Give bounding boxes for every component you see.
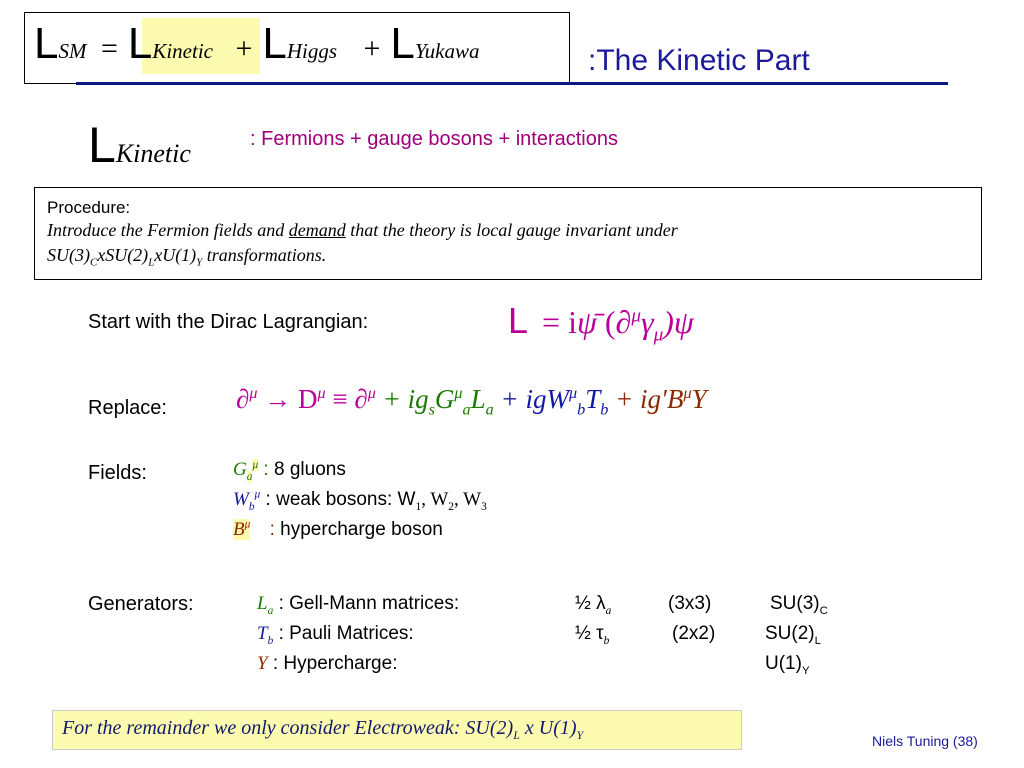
equiv-partial: ≡ ∂ bbox=[325, 384, 368, 414]
g-symbol: G bbox=[233, 459, 247, 480]
title-underline bbox=[76, 82, 948, 85]
gluon-description: 8 gluons bbox=[274, 459, 346, 480]
generator-name: : Gell-Mann matrices: bbox=[278, 593, 460, 614]
mu-superscript: μ bbox=[249, 384, 258, 402]
a-subscript: a bbox=[485, 400, 494, 419]
footer-text-part: For the remainder we only consider Electroweak: SU(2) bbox=[62, 717, 514, 739]
l-subscript: L bbox=[513, 728, 520, 742]
fields-label: Fields: bbox=[88, 462, 147, 484]
l-kinetic-subscript: Kinetic bbox=[115, 139, 191, 168]
hypercharge-description: hypercharge boson bbox=[280, 519, 443, 540]
su2-group: xSU(2) bbox=[97, 245, 149, 265]
l-higgs-subscript: Higgs bbox=[286, 39, 338, 63]
generator-dim-gellmann: (3x3) bbox=[668, 593, 712, 614]
replace-label: Replace: bbox=[88, 397, 167, 419]
y-symbol: Y bbox=[257, 653, 268, 674]
generator-group-su3 bbox=[770, 593, 828, 615]
plus-sign: + bbox=[235, 32, 253, 65]
psi-bar: ψ̄ bbox=[576, 304, 597, 340]
equals-i: = i bbox=[542, 304, 577, 340]
group-name: SU(2) bbox=[765, 623, 815, 644]
procedure-demand-word: demand bbox=[288, 220, 346, 240]
author-page-number: Niels Tuning (38) bbox=[872, 733, 978, 749]
l-kinetic-subscript: Kinetic bbox=[152, 39, 213, 63]
generator-row-hypercharge bbox=[257, 653, 397, 675]
group-subscript: C bbox=[819, 604, 828, 617]
w-boson-symbol bbox=[233, 488, 261, 513]
procedure-label: Procedure: bbox=[47, 198, 131, 217]
gamma-symbol: γ bbox=[640, 304, 654, 340]
generator-row-gellmann bbox=[257, 593, 459, 615]
gluon-symbol bbox=[233, 458, 259, 483]
strong-term bbox=[375, 384, 494, 419]
mu-superscript: μ bbox=[252, 458, 259, 471]
procedure-text bbox=[47, 218, 969, 268]
a-subscript: a bbox=[462, 400, 471, 419]
w2-subscript: 2 bbox=[448, 500, 454, 513]
electroweak-note bbox=[62, 717, 583, 740]
mu-superscript: μ bbox=[367, 384, 376, 402]
generator-name: : Hypercharge: bbox=[272, 653, 398, 674]
generator-row-pauli bbox=[257, 623, 414, 645]
half-tau: ½ τ bbox=[575, 623, 604, 644]
w3-symbol: , W bbox=[454, 489, 482, 510]
u1-subscript: Y bbox=[196, 256, 203, 269]
b-subscript: b bbox=[600, 400, 609, 419]
partial-symbol: ∂ bbox=[236, 384, 250, 414]
procedure-text-part: transformations. bbox=[202, 245, 327, 265]
field-gluon bbox=[233, 455, 487, 485]
mu-superscript: μ bbox=[244, 518, 251, 531]
equals-sign: = bbox=[100, 32, 118, 65]
covariant-derivative-equation bbox=[236, 384, 707, 419]
fields-list bbox=[233, 455, 487, 545]
open-paren-partial: (∂ bbox=[596, 304, 632, 340]
mu-subscript: μ bbox=[653, 324, 664, 346]
b-subscript: b bbox=[248, 500, 255, 513]
b-subscript: b bbox=[577, 400, 586, 419]
weak-term bbox=[493, 384, 609, 419]
generator-group-su2 bbox=[765, 623, 821, 645]
mu-superscript: μ bbox=[454, 384, 463, 402]
generator-dim-pauli: (2x2) bbox=[672, 623, 716, 644]
footer-text-part: x U(1) bbox=[519, 717, 577, 739]
kinetic-description: : Fermions + gauge bosons + interactions bbox=[250, 128, 618, 150]
group-name: U(1) bbox=[765, 653, 802, 674]
procedure-box bbox=[34, 187, 982, 280]
l-symbol: L bbox=[470, 384, 486, 414]
mu-superscript: μ bbox=[568, 384, 578, 402]
close-paren-psi: )ψ bbox=[663, 304, 694, 340]
l-kinetic-symbol: L bbox=[127, 19, 153, 68]
l-kinetic-symbol: L bbox=[88, 117, 116, 173]
replace-lhs bbox=[236, 384, 376, 414]
a-subscript: a bbox=[605, 604, 612, 617]
l-yukawa-subscript: Yukawa bbox=[414, 39, 480, 63]
dirac-lagrangian-equation bbox=[508, 300, 694, 346]
generator-name: : Pauli Matrices: bbox=[278, 623, 414, 644]
weak-boson-description: weak bosons: W bbox=[276, 489, 416, 510]
procedure-text-part: that the theory is local gauge invariant under bbox=[345, 220, 678, 240]
plus-ig: + ig bbox=[375, 384, 429, 414]
mu-superscript: μ bbox=[317, 384, 326, 402]
l-sm-subscript: SM bbox=[58, 39, 87, 63]
y-symbol: Y bbox=[691, 384, 707, 414]
generator-group-u1 bbox=[765, 653, 810, 675]
mu-superscript: μ bbox=[254, 488, 261, 501]
mu-superscript: μ bbox=[631, 305, 641, 327]
a-subscript: a bbox=[267, 604, 274, 617]
a-subscript: a bbox=[246, 470, 253, 483]
u1-group: xU(1) bbox=[154, 245, 197, 265]
l-sm-symbol: L bbox=[34, 19, 59, 68]
group-name: SU(3) bbox=[770, 593, 820, 614]
l-yukawa-symbol: L bbox=[390, 19, 415, 68]
l-higgs-symbol: L bbox=[262, 19, 287, 68]
s-subscript: s bbox=[428, 400, 435, 419]
l-kinetic-heading bbox=[88, 116, 191, 174]
generator-half-pauli bbox=[575, 623, 609, 645]
plus-igb: + ig′B bbox=[608, 384, 684, 414]
b-subscript: b bbox=[603, 634, 610, 647]
field-hypercharge bbox=[233, 515, 487, 545]
su2-subscript: L bbox=[148, 256, 155, 269]
hypercharge-term bbox=[608, 384, 706, 414]
b-boson-symbol bbox=[233, 519, 250, 540]
b-subscript: b bbox=[267, 634, 274, 647]
separator: : bbox=[264, 519, 281, 540]
arrow-d: → D bbox=[257, 384, 318, 414]
t-symbol: T bbox=[585, 384, 601, 414]
lagrangian-symbol: L bbox=[508, 300, 529, 341]
y-subscript: Y bbox=[576, 728, 584, 742]
procedure-text-part: Introduce the Fermion fields and bbox=[47, 220, 289, 240]
mu-superscript: μ bbox=[683, 384, 692, 402]
su3-group: SU(3) bbox=[47, 245, 90, 265]
w3-subscript: 3 bbox=[481, 500, 487, 513]
half-lambda: ½ λ bbox=[575, 593, 606, 614]
dirac-label: Start with the Dirac Lagrangian: bbox=[88, 311, 369, 333]
generator-half-gellmann bbox=[575, 593, 611, 615]
w2-symbol: , W bbox=[421, 489, 449, 510]
b-symbol: B bbox=[233, 519, 245, 540]
group-subscript: L bbox=[814, 634, 821, 647]
group-subscript: Y bbox=[801, 664, 810, 677]
slide-title: :The Kinetic Part bbox=[588, 44, 810, 77]
l-symbol: L bbox=[257, 593, 268, 614]
su3-subscript: C bbox=[90, 256, 98, 269]
t-symbol: T bbox=[257, 623, 268, 644]
g-symbol: G bbox=[434, 384, 455, 414]
generators-label: Generators: bbox=[88, 593, 194, 615]
sm-lagrangian-equation bbox=[34, 19, 480, 68]
plus-igw: + igW bbox=[493, 384, 569, 414]
field-weak-boson bbox=[233, 485, 487, 515]
w1-subscript: 1 bbox=[415, 500, 422, 513]
separator: : bbox=[260, 489, 277, 510]
plus-sign: + bbox=[363, 32, 381, 65]
separator: : bbox=[258, 459, 274, 480]
w-symbol: W bbox=[233, 489, 249, 510]
